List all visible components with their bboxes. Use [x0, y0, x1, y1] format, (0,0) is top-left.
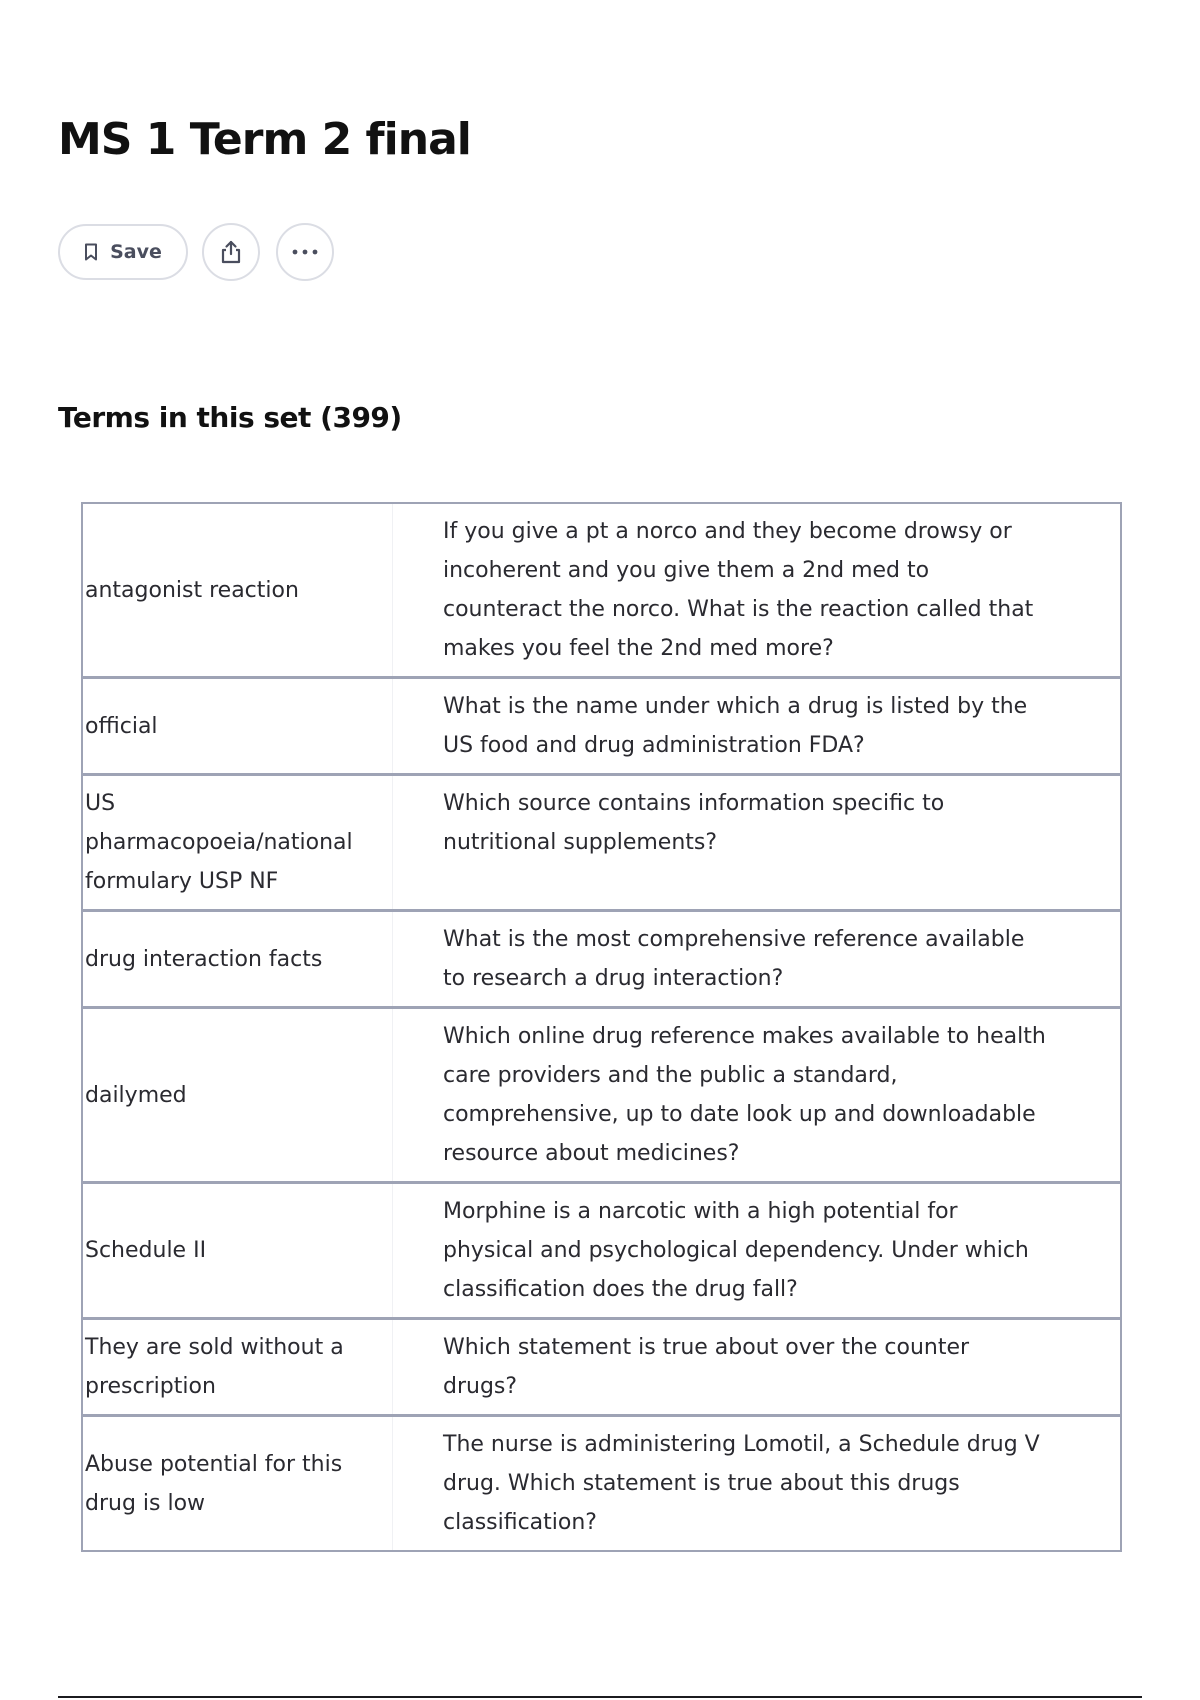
share-icon	[219, 239, 243, 265]
definition-cell: Which online drug reference makes available to health care providers and the public a standard, comprehensive, up to date look up and downloadable resource about medicines?	[443, 1024, 1046, 1166]
share-button[interactable]	[202, 223, 260, 281]
term-cell: antagonist reaction	[83, 504, 393, 676]
term-cell: Schedule II	[83, 1184, 393, 1317]
term-cell: dailymed	[83, 1009, 393, 1181]
definition-cell: Which source contains information specific to nutritional supplements?	[443, 791, 945, 855]
definition-cell: If you give a pt a norco and they become drowsy or incoherent and you give them a 2nd med to counteract the norco. What is the reaction called that makes you feel the 2nd med more?	[443, 519, 1034, 661]
table-row	[83, 1320, 1120, 1417]
term-cell: official	[83, 679, 393, 773]
term-cell: drug interaction facts	[83, 912, 393, 1006]
term-cell: They are sold without a prescription	[83, 1320, 393, 1414]
table-row	[83, 1009, 1120, 1184]
terms-section-title: Terms in this set (399)	[58, 401, 402, 434]
term-cell: US pharmacopoeia/national formulary USP NF	[83, 776, 393, 909]
definition-cell: Morphine is a narcotic with a high potential for physical and psychological dependency. Under which classification does the drug fall?	[443, 1199, 1029, 1302]
definition-cell: The nurse is administering Lomotil, a Schedule drug V drug. Which statement is true about this drugs classification?	[443, 1432, 1040, 1535]
action-bar	[58, 222, 334, 282]
table-row	[83, 776, 1120, 912]
definition-cell: Which statement is true about over the counter drugs?	[443, 1335, 970, 1399]
more-options-icon	[292, 249, 318, 255]
divider	[58, 1696, 1142, 1698]
save-button[interactable]	[58, 224, 188, 280]
more-options-button[interactable]	[276, 223, 334, 281]
bookmark-icon	[84, 243, 98, 261]
table-row	[83, 679, 1120, 776]
terms-table	[81, 502, 1122, 1552]
table-row	[83, 912, 1120, 1009]
definition-cell: What is the name under which a drug is listed by the US food and drug administration FDA?	[443, 694, 1028, 758]
page-title: MS 1 Term 2 final	[58, 114, 471, 165]
save-button-label: Save	[110, 241, 162, 263]
table-row	[83, 1417, 1120, 1550]
term-cell: Abuse potential for this drug is low	[83, 1417, 393, 1550]
table-row	[83, 504, 1120, 679]
table-row	[83, 1184, 1120, 1320]
definition-cell: What is the most comprehensive reference available to research a drug interaction?	[443, 927, 1025, 991]
